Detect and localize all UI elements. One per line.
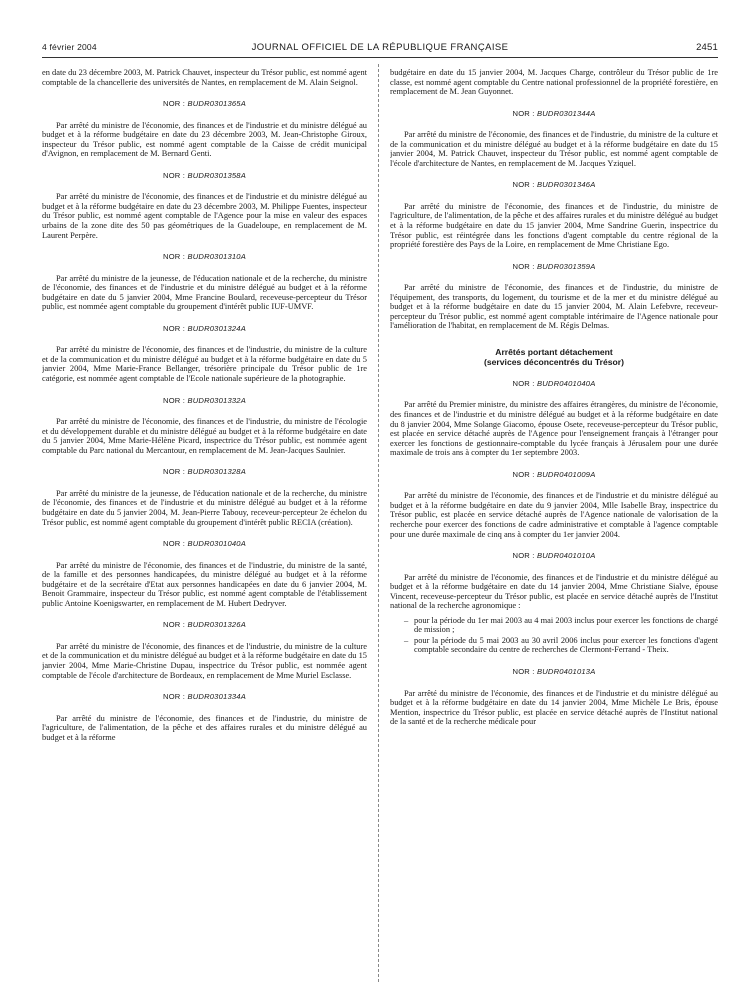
decree-paragraph: Par arrêté du ministre de la jeunesse, de l'éducation nationale et de la recherche, du ministre de l'économie, des finances et de l'industrie et du ministre délégué au budget et à la réforme budgétaire en date du 5 janvier 2004, Mme Francine Boulard, receveuse-percepteur du Trésor public, est nommée agent comptable du groupement d'intérêt public IUF-UMVF. <box>42 273 367 312</box>
decree-paragraph: Par arrêté du Premier ministre, du ministre des affaires étrangères, du ministre de l'économie, des finances et de l'industrie et du ministre délégué au budget et à la réforme budgétaire en date du 8 janvier 2004, Mme Solange Giacomo, épouse Osete, receveuse-percepteur du Trésor public, est placée en service détaché auprès de l'Agence pour l'enseignement français à l'étranger pour exercer les fonctions de gestionnaire-comptable du lycée français à Jérusalem pour une durée maximale de trois ans à compter du 1er septembre 2003. <box>390 400 718 458</box>
nor-reference: NOR : BUDR0401010A <box>512 551 596 561</box>
column-divider <box>378 64 379 982</box>
continued-paragraph: budgétaire en date du 15 janvier 2004, M. Jacques Charge, contrôleur du Trésor public de 1re classe, est nommé agent comptable du Centre national professionnel de la propriété forestière, en remplacement de M. Jean Guyonnet. <box>390 68 718 97</box>
publication-date: 4 février 2004 <box>42 42 97 52</box>
continued-paragraph: en date du 23 décembre 2003, M. Patrick Chauvet, inspecteur du Trésor public, est nommé agent comptable de la chancellerie des universités de Nantes, en remplacement de M. Alain Seignol. <box>42 68 367 87</box>
decree-paragraph: Par arrêté du ministre de l'économie, des finances et de l'industrie, du ministre de l'agriculture, de l'alimentation, de la pêche et des affaires rurales et du ministre délégué au budget et à la réforme <box>42 713 367 742</box>
decree-paragraph: Par arrêté du ministre de l'économie, des finances et de l'industrie, du ministre de l'agriculture, de l'alimentation, de la pêche et des affaires rurales et du ministre délégué au budget et à la réforme budgétaire en date du 15 janvier 2004, Mme Sandrine Guerin, inspectrice du Trésor public, est réintégrée dans les fonctions d'agent comptable du centre régional de la propriété forestière des Pays de la Loire, en remplacement de Mme Christiane Ego. <box>390 201 718 250</box>
right-column <box>390 68 718 980</box>
nor-reference: NOR : BUDR0301344A <box>512 108 596 118</box>
nor-reference: NOR : BUDR0301359A <box>512 261 596 271</box>
page-header <box>42 42 718 56</box>
decree-paragraph: Par arrêté du ministre de l'économie, des finances et de l'industrie, du ministre de l'équipement, des transports, du logement, du tourisme et de la mer et du ministre délégué au budget et à la réforme budgétaire en date du 15 janvier 2004, M. Alain Lefebvre, receveur-percepteur du Trésor public, est nommé agent comptable intérimaire de l'Agence nationale pour l'amélioration de l'habitat, en remplacement de M. Régis Delmas. <box>390 283 718 331</box>
nor-reference: NOR : BUDR0301332A <box>163 395 246 405</box>
page-number: 2451 <box>696 42 718 53</box>
nor-reference: NOR : BUDR0401013A <box>512 666 596 676</box>
left-column <box>42 68 367 980</box>
header-rule <box>42 57 718 58</box>
decree-paragraph: Par arrêté du ministre de l'économie, des finances et de l'industrie et du ministre délégué au budget et à la réforme budgétaire en date du 23 décembre 2003, M. Jean-Christophe Giroux, inspecteur du Trésor public, est nommé agent comptable de la Caisse de crédit municipal d'Avignon, en remplacement de M. Bernard Genti. <box>42 120 367 159</box>
decree-paragraph: Par arrêté du ministre de l'économie, des finances et de l'industrie, du ministre de l'écologie et du développement durable et du ministre délégué au budget et à la réforme budgétaire en date du 5 janvier 2004, Mme Marie-Hélène Picard, inspectrice du Trésor public, est nommée agent comptable du Parc national du Mercantour, en remplacement de M. Jean-Jacques Saulnier. <box>42 417 367 455</box>
nor-reference: NOR : BUDR0301040A <box>163 539 246 549</box>
journal-title: JOURNAL OFFICIEL DE LA RÉPUBLIQUE FRANÇAISE <box>251 42 509 53</box>
period-list <box>390 616 718 655</box>
list-item: – pour la période du 5 mai 2003 au 30 avril 2006 inclus pour exercer les fonctions d'agent comptable secondaire du centre de recherches de Clermont-Ferrand - Theix. <box>404 636 718 655</box>
nor-reference: NOR : BUDR0301326A <box>163 620 246 630</box>
nor-reference: NOR : BUDR0301324A <box>163 323 246 333</box>
decree-paragraph: Par arrêté du ministre de l'économie, des finances et de l'industrie et du ministre délégué au budget et à la réforme budgétaire en date du 9 janvier 2004, Mlle Isabelle Bray, inspectrice du Trésor public, est placée en service détaché auprès de l'Agence nationale de valorisation de la recherche pour exercer des fonctions de cadre administrative et comptable à l'agence comptable pour une durée maximale de cinq ans à compter du 1er janvier 2004. <box>390 491 718 539</box>
section-heading: Arrêtés portant détachement (services déconcentrés du Trésor) <box>484 346 624 367</box>
nor-reference: NOR : BUDR0401040A <box>512 378 596 388</box>
decree-paragraph: Par arrêté du ministre de l'économie, des finances et de l'industrie et du ministre délégué au budget et à la réforme budgétaire en date du 23 décembre 2003, M. Philippe Fuentes, inspecteur du Trésor public, est nommé agent comptable de l'Agence pour la mise en valeur des espaces urbains de la zone dite des 50 pas géométriques de la Guadeloupe, en remplacement de M. Laurent Perpère. <box>42 192 367 240</box>
decree-paragraph: Par arrêté du ministre de l'économie, des finances et de l'industrie et du ministre délégué au budget et à la réforme budgétaire en date du 14 janvier 2004, Mme Christiane Sialve, épouse Vincent, receveuse-percepteur du Trésor public, est placée en service détaché auprès de l'Institut national de la recherche agronomique : <box>390 572 718 611</box>
decree-paragraph: Par arrêté du ministre de l'économie, des finances et de l'industrie, du ministre de la culture et de la communication et du ministre délégué au budget et à la réforme budgétaire en date du 15 janvier 2004, Mme Marie-Christine Dupau, inspectrice du Trésor public, est nommée agent comptable de l'école d'architecture de Bordeaux, en remplacement de Mme Muriel Esclasse. <box>42 641 367 680</box>
nor-reference: NOR : BUDR0301310A <box>163 252 246 262</box>
nor-reference: NOR : BUDR0301328A <box>163 467 246 477</box>
list-item: – pour la période du 1er mai 2003 au 4 mai 2003 inclus pour exercer les fonctions de chargé de mission ; <box>404 616 718 635</box>
nor-reference: NOR : BUDR0301334A <box>163 692 246 702</box>
nor-reference: NOR : BUDR0301346A <box>512 180 596 190</box>
decree-paragraph: Par arrêté du ministre de l'économie, des finances et de l'industrie, du ministre de la culture et de la communication et du ministre délégué au budget et à la réforme budgétaire en date du 15 janvier 2004, M. Patrick Chauvet, inspecteur du Trésor public, est nommé agent comptable de l'école d'architecture de Nantes, en remplacement de M. Jacques Yziquel. <box>390 130 718 168</box>
decree-paragraph: Par arrêté du ministre de l'économie, des finances et de l'industrie et du ministre délégué au budget et à la réforme budgétaire en date du 14 janvier 2004, Mme Michèle Le Bris, épouse Mention, inspectrice du Trésor public, est placée en service détaché auprès de l'Institut national de la santé et de la recherche médicale pour <box>390 688 718 727</box>
nor-reference: NOR : BUDR0301365A <box>163 99 246 109</box>
decree-paragraph: Par arrêté du ministre de l'économie, des finances et de l'industrie, du ministre de la santé, de la famille et des personnes handicapées, du ministre délégué au budget et à la réforme budgétaire et de la secrétaire d'Etat aux personnes handicapées en date du 6 janvier 2004, M. Benoit Grammaire, inspecteur du Trésor public, est nommé agent comptable de l'établissement public Antoine Koenigswarter, en remplacement de M. Hubert Dedryver. <box>42 560 367 608</box>
nor-reference: NOR : BUDR0301358A <box>163 170 246 180</box>
decree-paragraph: Par arrêté du ministre de l'économie, des finances et de l'industrie, du ministre de la culture et de la communication et du ministre délégué au budget et à la réforme budgétaire en date du 5 janvier 2004, Mme Marie-France Bellanger, trésorière principale du Trésor public de 1re catégorie, est nommée agent comptable de l'Ecole nationale supérieure de la photographie. <box>42 345 367 384</box>
nor-reference: NOR : BUDR0401009A <box>512 469 596 479</box>
decree-paragraph: Par arrêté du ministre de la jeunesse, de l'éducation nationale et de la recherche, du ministre de l'économie, des finances et de l'industrie et du ministre délégué au budget et à la réforme budgétaire en date du 5 janvier 2004, M. Jean-Pierre Tabouy, receveur-percepteur 2e échelon du Trésor public, est nommé agent comptable du groupement d'intérêt public RECIA (création). <box>42 488 367 527</box>
